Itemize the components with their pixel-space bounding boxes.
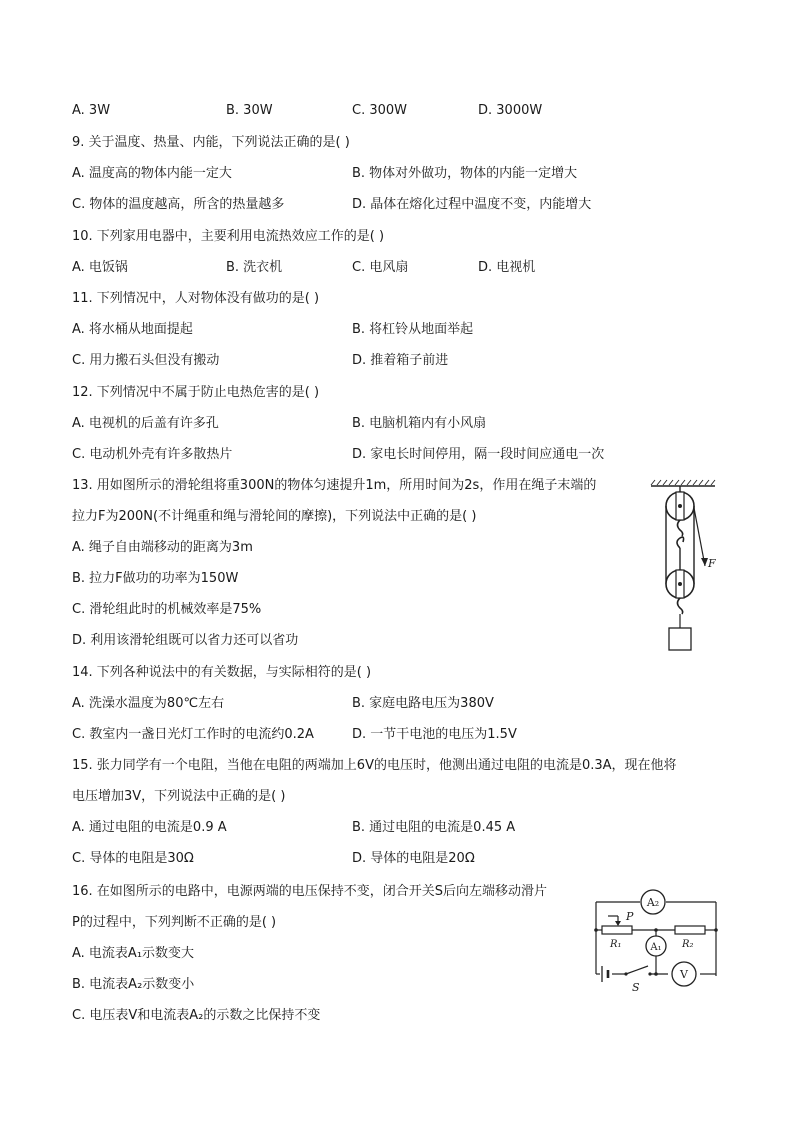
q12-option-c: C. 电动机外壳有许多散热片 xyxy=(72,447,233,462)
q11-stem: 11. 下列情况中，人对物体没有做功的是( ) xyxy=(72,291,320,306)
q13-option-a: A. 绳子自由端移动的距离为3m xyxy=(72,540,253,555)
q10-option-a: A. 电饭锅 xyxy=(72,260,128,275)
q14-stem: 14. 下列各种说法中的有关数据，与实际相符的是( ) xyxy=(72,665,372,680)
voltmeter-label: V xyxy=(680,968,688,981)
q9-stem: 9. 关于温度、热量、内能，下列说法正确的是( ) xyxy=(72,135,350,150)
q10-option-b: B. 洗衣机 xyxy=(226,260,283,275)
q16-stem-line1: 16. 在如图所示的电路中，电源两端的电压保持不变，闭合开关S后向左端移动滑片 xyxy=(72,884,548,899)
q10-option-d: D. 电视机 xyxy=(478,260,536,275)
q16-option-c: C. 电压表V和电流表A₂的示数之比保持不变 xyxy=(72,1008,321,1023)
q14-option-c: C. 教室内一盏日光灯工作时的电流约0.2A xyxy=(72,727,314,742)
q15-option-a: A. 通过电阻的电流是0.9 A xyxy=(72,820,227,835)
q12-stem: 12. 下列情况中不属于防止电热危害的是( ) xyxy=(72,385,320,400)
q11-option-c: C. 用力搬石头但没有搬动 xyxy=(72,353,220,368)
q8-option-a: A. 3W xyxy=(72,103,111,118)
q9-option-c: C. 物体的温度越高，所含的热量越多 xyxy=(72,197,285,212)
q11-option-d: D. 推着箱子前进 xyxy=(352,353,449,368)
q13-stem-line2: 拉力F为200N(不计绳重和绳与滑轮间的摩擦)，下列说法中正确的是( ) xyxy=(72,509,477,524)
q15-stem-line1: 15. 张力同学有一个电阻，当他在电阻的两端加上6V的电压时，他测出通过电阻的电流是0.3A，现在他将 xyxy=(72,758,677,773)
q13-option-b: B. 拉力F做功的功率为150W xyxy=(72,571,239,586)
q14-option-a: A. 洗澡水温度为80℃左右 xyxy=(72,696,225,711)
q15-option-b: B. 通过电阻的电流是0.45 A xyxy=(352,820,516,835)
q8-option-c: C. 300W xyxy=(352,103,408,118)
ammeter-a2-label: A₂ xyxy=(646,896,660,909)
q14-option-d: D. 一节干电池的电压为1.5V xyxy=(352,727,517,742)
resistor-r1-label: R₁ xyxy=(610,939,622,950)
q15-option-d: D. 导体的电阻是20Ω xyxy=(352,851,475,866)
q14-option-b: B. 家庭电路电压为380V xyxy=(352,696,494,711)
pulley-force-label: F xyxy=(708,557,716,570)
q13-option-c: C. 滑轮组此时的机械效率是75% xyxy=(72,602,262,617)
switch-s-label: S xyxy=(632,981,640,994)
q16-option-b: B. 电流表A₂示数变小 xyxy=(72,977,195,992)
q11-option-a: A. 将水桶从地面提起 xyxy=(72,322,193,337)
q9-option-b: B. 物体对外做功，物体的内能一定增大 xyxy=(352,166,578,181)
q12-option-a: A. 电视机的后盖有许多孔 xyxy=(72,416,219,431)
q11-option-b: B. 将杠铃从地面举起 xyxy=(352,322,474,337)
circuit-figure xyxy=(588,884,724,1000)
q16-option-a: A. 电流表A₁示数变大 xyxy=(72,946,195,961)
pulley-figure xyxy=(645,478,730,654)
q10-stem: 10. 下列家用电器中，主要利用电流热效应工作的是( ) xyxy=(72,229,385,244)
q9-option-d: D. 晶体在熔化过程中温度不变，内能增大 xyxy=(352,197,592,212)
q12-option-b: B. 电脑机箱内有小风扇 xyxy=(352,416,487,431)
q10-option-c: C. 电风扇 xyxy=(352,260,409,275)
q16-stem-line2: P的过程中，下列判断不正确的是( ) xyxy=(72,915,277,930)
slider-p-label: P xyxy=(626,910,634,923)
q13-stem-line1: 13. 用如图所示的滑轮组将重300N的物体匀速提升1m，所用时间为2s，作用在绳子末端的 xyxy=(72,478,597,493)
q9-option-a: A. 温度高的物体内能一定大 xyxy=(72,166,232,181)
q15-option-c: C. 导体的电阻是30Ω xyxy=(72,851,194,866)
q8-option-b: B. 30W xyxy=(226,103,273,118)
q8-option-d: D. 3000W xyxy=(478,103,543,118)
q15-stem-line2: 电压增加3V，下列说法中正确的是( ) xyxy=(72,789,286,804)
q13-option-d: D. 利用该滑轮组既可以省力还可以省功 xyxy=(72,633,299,648)
ammeter-a1-label: A₁ xyxy=(650,942,662,953)
q12-option-d: D. 家电长时间停用，隔一段时间应通电一次 xyxy=(352,447,605,462)
resistor-r2-label: R₂ xyxy=(682,939,694,950)
